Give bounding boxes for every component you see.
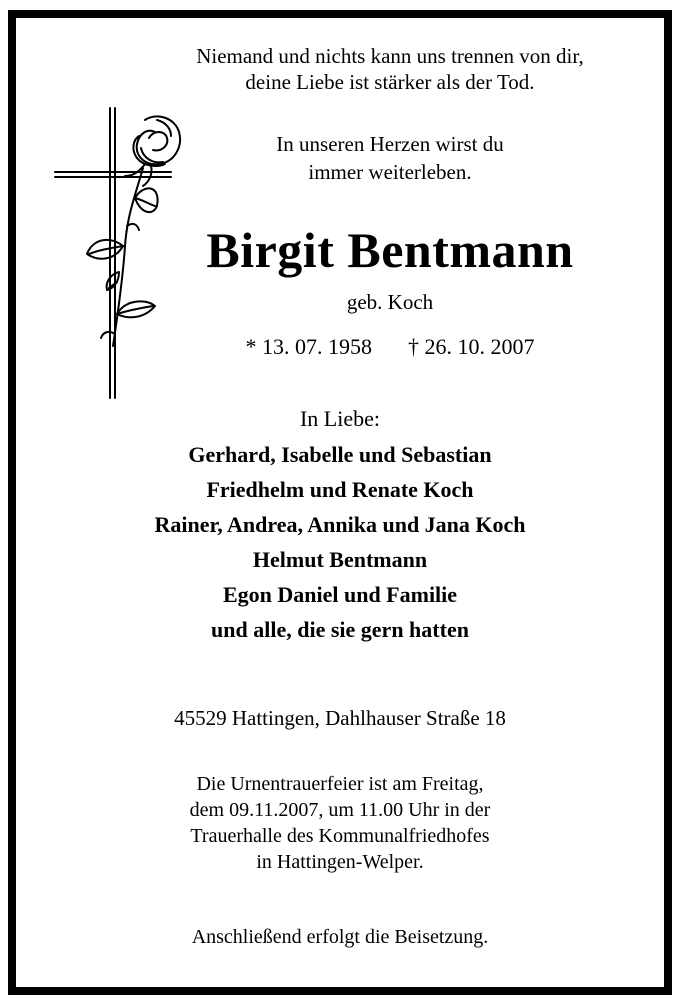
birth-date: * 13. 07. 1958	[245, 334, 372, 359]
death-date: † 26. 10. 2007	[408, 334, 535, 359]
closing-note: Anschließend erfolgt die Beisetzung.	[191, 926, 489, 948]
verse-line-2: deine Liebe ist stärker als der Tod.	[245, 70, 535, 94]
mourner-line-6: und alle, die sie gern hatten	[211, 617, 469, 642]
verse-line-3: In unseren Herzen wirst du	[276, 132, 504, 156]
mourners-intro: In Liebe:	[299, 406, 381, 431]
mourner-line-3: Rainer, Andrea, Annika und Jana Koch	[154, 512, 526, 537]
obituary-frame	[8, 10, 672, 995]
ceremony-line-2: dem 09.11.2007, um 11.00 Uhr in der	[189, 799, 491, 821]
verse-line-4: immer weiterleben.	[308, 160, 472, 184]
deceased-name: Birgit Bentmann	[206, 222, 574, 278]
mourner-line-2: Friedhelm und Renate Koch	[206, 477, 474, 502]
mourner-line-1: Gerhard, Isabelle und Sebastian	[188, 442, 492, 467]
ceremony-line-3: Trauerhalle des Kommunalfriedhofes	[190, 825, 490, 847]
verse-line-1: Niemand und nichts kann uns trennen von dir,	[196, 44, 584, 68]
mourner-line-5: Egon Daniel und Familie	[222, 582, 458, 607]
life-dates	[124, 334, 656, 360]
mourner-line-4: Helmut Bentmann	[252, 547, 428, 572]
address: 45529 Hattingen, Dahlhauser Straße 18	[174, 706, 506, 730]
birth-name: geb. Koch	[346, 290, 434, 314]
ceremony-line-1: Die Urnentrauerfeier ist am Freitag,	[196, 773, 484, 795]
ceremony-line-4: in Hattingen-Welper.	[256, 851, 424, 873]
